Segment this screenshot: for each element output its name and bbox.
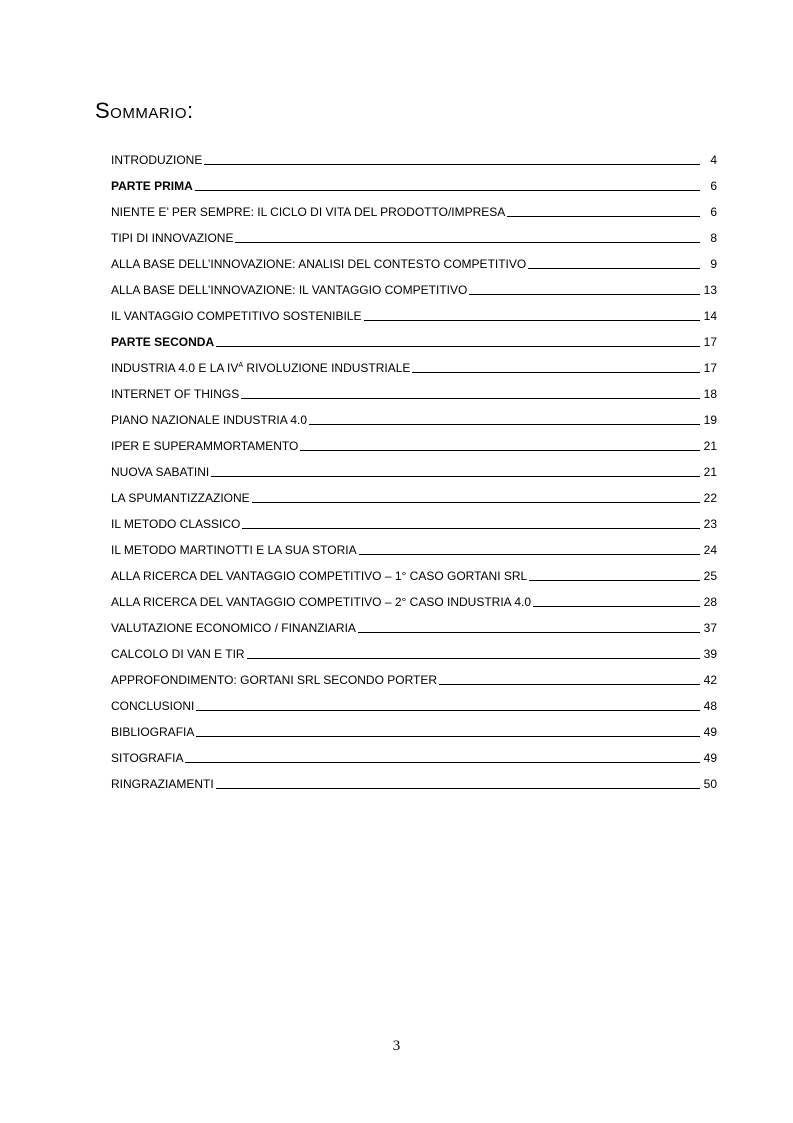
toc-entry-internet-of-things[interactable] (111, 375, 717, 401)
toc-entry-page: 24 (703, 543, 717, 557)
toc-title: Sommario: (95, 98, 194, 123)
toc-entry-iper-superammortamento[interactable] (111, 427, 717, 453)
toc-entry-label: PARTE PRIMA (111, 179, 193, 193)
toc-leader-line (252, 502, 700, 503)
toc-leader-line (533, 606, 700, 607)
toc-leader-line (528, 268, 700, 269)
toc-entry-label: PIANO NAZIONALE INDUSTRIA 4.0 (111, 413, 308, 427)
toc-leader-line (364, 320, 701, 321)
toc-leader-line (211, 476, 700, 477)
toc-entry-page: 13 (703, 283, 717, 297)
toc-leader-line (241, 398, 700, 399)
toc-entry-page: 21 (703, 465, 717, 479)
toc-leader-line (529, 580, 700, 581)
toc-entry-metodo-martinotti[interactable] (111, 531, 717, 557)
toc-entry-label: ALLA BASE DELL’INNOVAZIONE: ANALISI DEL CONTESTO COMPETITIVO (111, 257, 527, 271)
toc-entry-page: 8 (710, 231, 717, 245)
toc-leader-line (439, 684, 700, 685)
toc-entry-page: 42 (703, 673, 717, 687)
toc-entry-label: CALCOLO DI VAN E TIR (111, 647, 245, 661)
toc-entry-label: ALLA RICERCA DEL VANTAGGIO COMPETITIVO – 2° CASO INDUSTRIA 4.0 (111, 595, 532, 609)
toc-entry-page: 21 (703, 439, 717, 453)
toc-entry-label-sup: A (238, 362, 244, 369)
toc-entry-label: NUOVA SABATINI (111, 465, 210, 479)
toc-leader-line (216, 346, 700, 347)
toc-entry-label: NIENTE E’ PER SEMPRE: IL CICLO DI VITA DEL PRODOTTO/IMPRESA (111, 205, 506, 219)
toc-entry-nuova-sabatini[interactable] (111, 453, 717, 479)
toc-entry-label: INTRODUZIONE (111, 153, 203, 167)
toc-entry-page: 37 (703, 621, 717, 635)
toc-entry-page: 23 (703, 517, 717, 531)
toc-entry-vantaggio-sostenibile[interactable] (111, 297, 717, 323)
toc-entry-conclusioni[interactable] (111, 687, 717, 713)
toc-leader-line (204, 164, 700, 165)
toc-entry-label: VALUTAZIONE ECONOMICO / FINANZIARIA (111, 621, 356, 635)
toc-leader-line (196, 710, 700, 711)
toc-entry-page: 17 (703, 335, 717, 349)
toc-leader-line (469, 294, 700, 295)
toc-entry-page: 9 (710, 257, 717, 271)
toc-entry-label (111, 361, 412, 375)
toc-entry-page: 49 (703, 751, 717, 765)
toc-entry-caso-industria-40[interactable] (111, 583, 717, 609)
toc-leader-line (358, 632, 700, 633)
toc-leader-line (300, 450, 700, 451)
toc-entry-label: LA SPUMANTIZZAZIONE (111, 491, 250, 505)
toc-entry-page: 6 (710, 179, 717, 193)
toc-entry-bibliografia[interactable] (111, 713, 717, 739)
toc-entry-caso-gortani[interactable] (111, 557, 717, 583)
toc-entry-label-post: RIVOLUZIONE INDUSTRIALE (243, 361, 411, 375)
toc-entry-label: IL METODO CLASSICO (111, 517, 241, 531)
toc-leader-line (216, 788, 700, 789)
toc-entry-label: APPROFONDIMENTO: GORTANI SRL SECONDO PORTER (111, 673, 438, 687)
toc-entry-label: IL VANTAGGIO COMPETITIVO SOSTENIBILE (111, 309, 362, 323)
toc-leader-line (242, 528, 700, 529)
toc-leader-line (247, 658, 700, 659)
toc-entry-page: 14 (703, 309, 717, 323)
toc-entry-label: BIBLIOGRAFIA (111, 725, 195, 739)
toc-entry-label-pre: INDUSTRIA 4.0 E LA IV (111, 361, 239, 375)
page-number: 3 (392, 1038, 401, 1054)
toc-entry-label: INTERNET OF THINGS (111, 387, 240, 401)
toc-entry-page: 48 (703, 699, 717, 713)
table-of-contents (111, 141, 717, 791)
toc-entry-label: SITOGRAFIA (111, 751, 184, 765)
toc-entry-sitografia[interactable] (111, 739, 717, 765)
toc-entry-label: TIPI DI INNOVAZIONE (111, 231, 234, 245)
toc-entry-contesto-competitivo[interactable] (111, 245, 717, 271)
toc-entry-calcolo-van-tir[interactable] (111, 635, 717, 661)
toc-entry-page: 28 (703, 595, 717, 609)
toc-entry-label: ALLA BASE DELL’INNOVAZIONE: IL VANTAGGIO COMPETITIVO (111, 283, 468, 297)
toc-leader-line (195, 190, 700, 191)
toc-leader-line (359, 554, 700, 555)
toc-entry-parte-prima[interactable] (111, 167, 717, 193)
toc-entry-vantaggio-competitivo[interactable] (111, 271, 717, 297)
toc-entry-page: 39 (703, 647, 717, 661)
toc-entry-label: RINGRAZIAMENTI (111, 777, 214, 791)
toc-entry-page: 17 (703, 361, 717, 375)
toc-entry-ringraziamenti[interactable] (111, 765, 717, 791)
toc-entry-page: 22 (703, 491, 717, 505)
toc-leader-line (235, 242, 700, 243)
toc-entry-spumantizzazione[interactable] (111, 479, 717, 505)
toc-entry-page: 49 (703, 725, 717, 739)
toc-entry-page: 19 (703, 413, 717, 427)
toc-entry-page: 25 (703, 569, 717, 583)
toc-entry-page: 6 (710, 205, 717, 219)
toc-entry-valutazione-economica[interactable] (111, 609, 717, 635)
toc-entry-page: 18 (703, 387, 717, 401)
toc-entry-introduzione[interactable] (111, 141, 717, 167)
toc-entry-page: 4 (710, 153, 717, 167)
toc-entry-approfondimento-porter[interactable] (111, 661, 717, 687)
toc-entry-label: PARTE SECONDA (111, 335, 215, 349)
toc-entry-metodo-classico[interactable] (111, 505, 717, 531)
toc-entry-label: IL METODO MARTINOTTI E LA SUA STORIA (111, 543, 357, 557)
toc-leader-line (309, 424, 700, 425)
toc-entry-parte-seconda[interactable] (111, 323, 717, 349)
toc-leader-line (507, 216, 700, 217)
toc-leader-line (185, 762, 700, 763)
toc-entry-industria-40-rivoluzione[interactable] (111, 349, 717, 375)
toc-entry-label: CONCLUSIONI (111, 699, 195, 713)
toc-entry-tipi-di-innovazione[interactable] (111, 219, 717, 245)
toc-leader-line (412, 372, 700, 373)
toc-entry-piano-nazionale[interactable] (111, 401, 717, 427)
toc-entry-label: IPER E SUPERAMMORTAMENTO (111, 439, 299, 453)
toc-leader-line (196, 736, 700, 737)
toc-entry-ciclo-di-vita[interactable] (111, 193, 717, 219)
toc-entry-page: 50 (703, 777, 717, 791)
toc-entry-label: ALLA RICERCA DEL VANTAGGIO COMPETITIVO – 1° CASO GORTANI SRL (111, 569, 528, 583)
